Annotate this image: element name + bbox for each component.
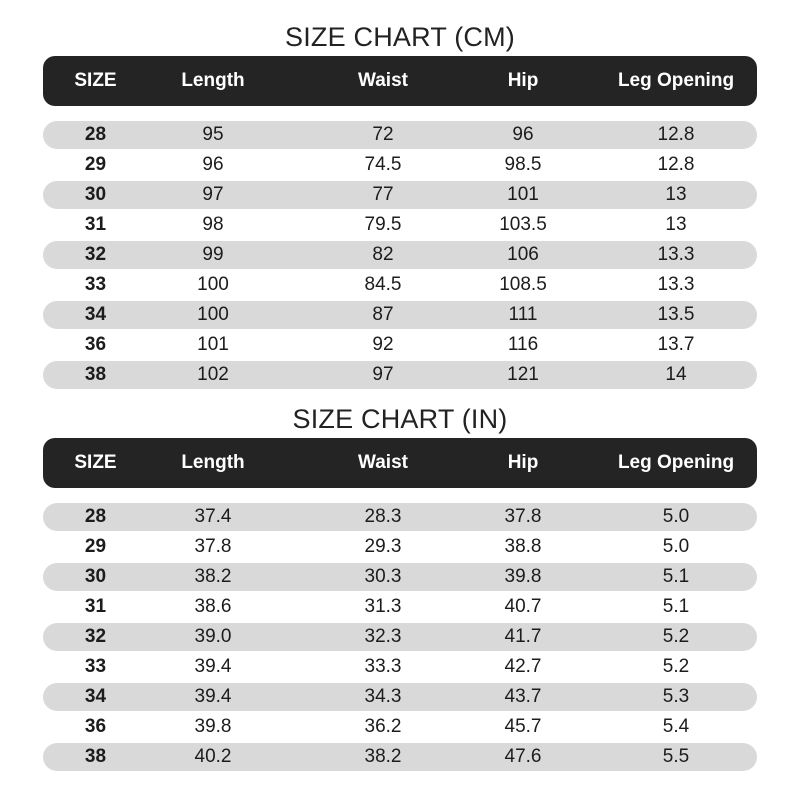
cell-hip: 38.8 [504, 536, 542, 557]
cell-hip: 111 [508, 304, 538, 325]
cell-length: 39.0 [194, 626, 232, 647]
cell-leg-opening: 5.4 [662, 716, 690, 737]
cell-length: 96 [202, 154, 224, 175]
cell-waist: 38.2 [364, 746, 402, 767]
cell-leg-opening: 13.3 [657, 244, 695, 265]
table-row [43, 563, 757, 591]
cell-leg-opening: 5.2 [662, 626, 690, 647]
header-waist: Waist [358, 452, 408, 473]
cell-leg-opening: 13.7 [657, 334, 695, 355]
cell-waist: 36.2 [364, 716, 402, 737]
cell-size: 31 [84, 214, 107, 235]
cell-leg-opening: 5.0 [662, 506, 690, 527]
cell-hip: 42.7 [504, 656, 542, 677]
table-row [43, 593, 757, 621]
cell-hip: 98.5 [504, 154, 542, 175]
size-chart-cm [0, 18, 800, 385]
cell-length: 99 [202, 244, 224, 265]
cell-size: 29 [84, 536, 107, 557]
cell-waist: 97 [372, 364, 394, 385]
cell-hip: 45.7 [504, 716, 542, 737]
cell-leg-opening: 5.1 [662, 596, 690, 617]
cell-length: 38.6 [194, 596, 232, 617]
cell-waist: 79.5 [364, 214, 402, 235]
table-row [43, 683, 757, 711]
cell-hip: 43.7 [504, 686, 542, 707]
cell-size: 36 [84, 716, 107, 737]
cell-size: 30 [84, 184, 107, 205]
cell-hip: 121 [507, 364, 539, 385]
cell-length: 40.2 [194, 746, 232, 767]
cell-waist: 28.3 [364, 506, 402, 527]
cell-waist: 31.3 [364, 596, 402, 617]
cell-length: 100 [197, 274, 229, 295]
table-row [43, 151, 757, 179]
cell-size: 32 [84, 626, 107, 647]
cell-length: 98 [202, 214, 224, 235]
cell-waist: 32.3 [364, 626, 402, 647]
cell-leg-opening: 12.8 [657, 154, 695, 175]
cell-hip: 101 [507, 184, 539, 205]
cell-length: 39.4 [194, 686, 232, 707]
table-row [43, 533, 757, 561]
header-hip: Hip [507, 70, 539, 91]
chart-title-in: SIZE CHART (IN) [292, 404, 508, 434]
table-row [43, 211, 757, 239]
cell-length: 37.8 [194, 536, 232, 557]
header-length: Length [181, 452, 245, 473]
cell-leg-opening: 13.3 [657, 274, 695, 295]
cell-length: 39.8 [194, 716, 232, 737]
header-size: SIZE [74, 452, 117, 473]
table-row [43, 743, 757, 771]
header-length: Length [181, 70, 245, 91]
cell-length: 95 [202, 124, 224, 145]
cell-leg-opening: 5.0 [662, 536, 690, 557]
cell-waist: 74.5 [364, 154, 402, 175]
cell-size: 33 [84, 656, 107, 677]
cell-waist: 87 [372, 304, 394, 325]
cell-leg-opening: 13.5 [657, 304, 695, 325]
cell-length: 39.4 [194, 656, 232, 677]
table-row [43, 623, 757, 651]
cell-waist: 77 [372, 184, 394, 205]
cell-length: 100 [197, 304, 229, 325]
table-row [43, 653, 757, 681]
header-leg-opening: Leg Opening [617, 452, 735, 473]
cell-leg-opening: 13 [665, 214, 687, 235]
cell-hip: 41.7 [504, 626, 542, 647]
cell-leg-opening: 5.2 [662, 656, 690, 677]
cell-size: 38 [84, 364, 107, 385]
cell-waist: 92 [372, 334, 394, 355]
cell-hip: 47.6 [504, 746, 542, 767]
cell-size: 29 [84, 154, 107, 175]
table-header-in [43, 438, 757, 488]
table-row [43, 361, 757, 389]
header-waist: Waist [358, 70, 408, 91]
cell-waist: 34.3 [364, 686, 402, 707]
table-row [43, 331, 757, 359]
cell-size: 36 [84, 334, 107, 355]
cell-size: 32 [84, 244, 107, 265]
cell-hip: 108.5 [499, 274, 547, 295]
cell-waist: 82 [372, 244, 394, 265]
cell-size: 28 [84, 124, 107, 145]
cell-leg-opening: 14 [665, 364, 687, 385]
cell-leg-opening: 12.8 [657, 124, 695, 145]
table-row [43, 121, 757, 149]
cell-waist: 29.3 [364, 536, 402, 557]
table-row [43, 181, 757, 209]
cell-hip: 106 [507, 244, 539, 265]
cell-size: 34 [84, 304, 107, 325]
header-leg-opening: Leg Opening [617, 70, 735, 91]
cell-size: 31 [84, 596, 107, 617]
cell-length: 101 [197, 334, 229, 355]
table-row [43, 271, 757, 299]
cell-hip: 40.7 [504, 596, 542, 617]
table-row [43, 241, 757, 269]
cell-size: 33 [84, 274, 107, 295]
cell-leg-opening: 5.3 [662, 686, 690, 707]
cell-size: 34 [84, 686, 107, 707]
cell-hip: 116 [507, 334, 539, 355]
cell-hip: 96 [512, 124, 534, 145]
cell-length: 37.4 [194, 506, 232, 527]
cell-length: 97 [202, 184, 224, 205]
cell-size: 38 [84, 746, 107, 767]
cell-leg-opening: 13 [665, 184, 687, 205]
cell-waist: 84.5 [364, 274, 402, 295]
header-size: SIZE [74, 70, 117, 91]
cell-hip: 39.8 [504, 566, 542, 587]
table-row [43, 301, 757, 329]
size-chart-in [0, 400, 800, 767]
header-hip: Hip [507, 452, 539, 473]
cell-size: 30 [84, 566, 107, 587]
table-row [43, 713, 757, 741]
chart-title-cm: SIZE CHART (CM) [284, 22, 515, 52]
cell-waist: 72 [372, 124, 394, 145]
cell-length: 38.2 [194, 566, 232, 587]
cell-length: 102 [197, 364, 229, 385]
table-header-cm [43, 56, 757, 106]
table-row [43, 503, 757, 531]
cell-waist: 33.3 [364, 656, 402, 677]
cell-waist: 30.3 [364, 566, 402, 587]
cell-hip: 103.5 [499, 214, 547, 235]
cell-size: 28 [84, 506, 107, 527]
cell-leg-opening: 5.5 [662, 746, 690, 767]
cell-leg-opening: 5.1 [662, 566, 690, 587]
cell-hip: 37.8 [504, 506, 542, 527]
